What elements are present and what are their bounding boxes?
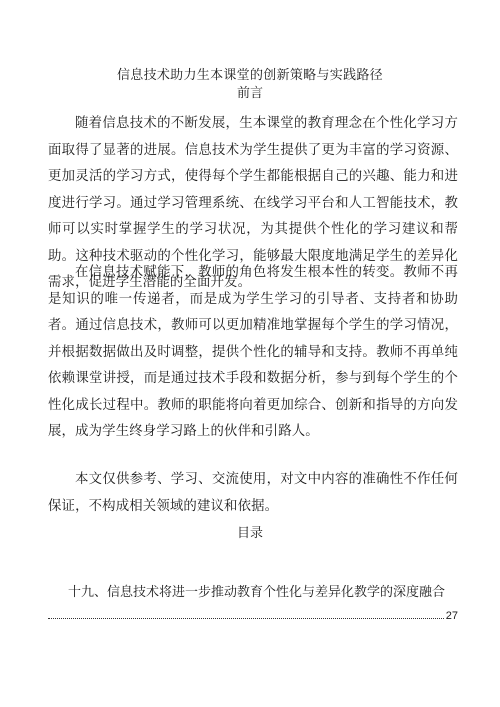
disclaimer-paragraph: 本文仅供参考、学习、交流使用，对文中内容的准确性不作任何保证，不构成相关领域的建议和依据。 — [48, 472, 458, 514]
toc-entry-leader[interactable] — [48, 608, 458, 622]
preface-paragraph-1: 随着信息技术的不断发展，生本课堂的教育理念在个性化学习方面取得了显著的进展。信息技术为学生提供了更为丰富的学习资源、更加灵活的学习方式，使得每个学生都能根据自己的兴趣、能力和进度进行学习。通过学习管理系统、在线学习平台和人工智能技术，教师可以实时掌握学生的学习状况，为其提供个性化的学习建议和帮助。这种技术驱动的个性化学习，能够最大限度地满足学生的差异化需求，促进学生潜能的全面开发。 — [48, 116, 458, 290]
toc-entry-page-number: 27 — [445, 610, 458, 622]
toc-entry-label[interactable]: 十九、信息技术将进一步推动教育个性化与差异化教学的深度融合 — [68, 585, 446, 600]
document-title: 信息技术助力生本课堂的创新策略与实践路径 — [116, 68, 383, 83]
preface-heading: 前言 — [236, 86, 263, 101]
toc-heading: 目录 — [236, 526, 263, 541]
preface-paragraph-2: 在信息技术赋能下，教师的角色将发生根本性的转变。教师不再是知识的唯一传递者，而是成为学生学习的引导者、支持者和协助者。通过信息技术，教师可以更加精准地掌握每个学生的学习情况，并根据数据做出及时调整，提供个性化的辅导和支持。教师不再单纯依赖课堂讲授，而是通过技术手段和数据分析，参与到每个学生的个性化成长过程中。教师的职能将向着更加综合、创新和指导的方向发展，成为学生终身学习路上的伙伴和引路人。 — [48, 265, 458, 439]
toc-dot-leader — [48, 618, 444, 619]
